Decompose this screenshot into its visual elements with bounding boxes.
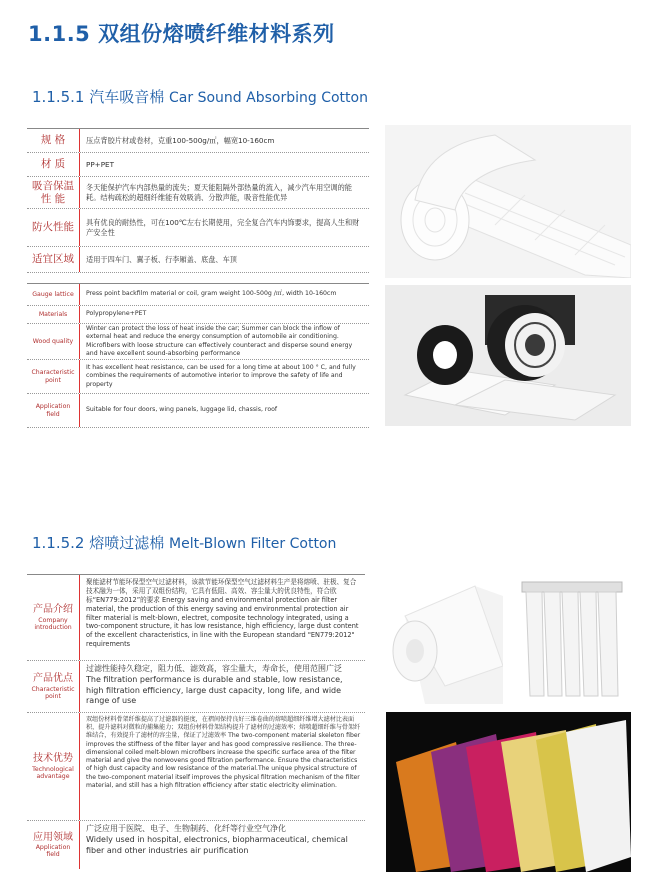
row-value-cn: 过滤性能持久稳定，阻力低、滤效高，容尘量大，寿命长，使用范围广泛 bbox=[86, 664, 342, 673]
row-value: Winter can protect the loss of heat inside the car; Summer can block the inflow of external heat and reduce the energy consumption of automobile air conditioning. Microfibers with loose structure can effectively counteract and disperse sound energy and have excellent sound-absorbing performance bbox=[86, 324, 353, 357]
section1-title bbox=[32, 86, 368, 107]
row-label-en: Characteristic point bbox=[31, 685, 75, 700]
row-label bbox=[27, 575, 80, 660]
row-value: Press point backfilm material or coil, gram weight 100-500g /㎡, width 10-160cm bbox=[86, 290, 337, 298]
table-row bbox=[27, 324, 369, 360]
row-value: 冬天能保护汽车内部热量的流失；夏天能阻隔外部热量的流入，减少汽车用空调的能耗。结构疏松的超细纤维能有效吸消、分散声能，吸音性能优异 bbox=[86, 182, 352, 202]
row-label: 适宜区域 bbox=[27, 247, 80, 272]
table-row bbox=[27, 713, 365, 821]
section2-title bbox=[32, 532, 336, 553]
row-label: Wood quality bbox=[27, 324, 80, 359]
row-label-en: Technological advantage bbox=[32, 765, 74, 780]
row-value: Suitable for four doors, wing panels, luggage lid, chassis, roof bbox=[86, 406, 278, 414]
row-label-cn: 技术优势 bbox=[33, 753, 73, 765]
row-label: Materials bbox=[27, 306, 80, 323]
row-label bbox=[27, 821, 80, 869]
section1-title-en: Car Sound Absorbing Cotton bbox=[169, 90, 368, 106]
row-value-cn: 广泛应用于医院、电子、生物制药、化纤等行业空气净化 bbox=[86, 824, 286, 833]
row-label-cn: 产品优点 bbox=[33, 673, 73, 685]
section2-title-en: Melt-Blown Filter Cotton bbox=[169, 536, 337, 552]
row-label bbox=[27, 713, 80, 820]
table-row bbox=[27, 575, 365, 661]
car-cotton-table-en bbox=[27, 283, 369, 428]
colored-filter-sheets-photo bbox=[386, 712, 631, 872]
row-value-en: Energy saving and environmental protection air filter material, the production of this energy saving and environmental protection air filter material is melt-blown, electret, composite technology integrated, using a two-component structure, it has low resistance, high efficiency, large dust content of the excellent characteristics, in line with the European standard "EN779:2012" requirements bbox=[86, 595, 359, 649]
sound-cotton-roll-photo bbox=[385, 125, 631, 278]
bag-filter-photo bbox=[512, 576, 631, 704]
row-value-cn: 双组份材料骨架纤维提高了过滤器的挺度，在褶间保持良好三维卷曲的熔喷超细纤维增大滤材比表面积，提升滤料对微粒的捕集能力；双组份材料骨架结构提升了滤材的过滤效率；熔喷超细纤维与骨架纤维结合，有效提升了滤材的容尘量，保证了过滤效率 bbox=[86, 716, 361, 740]
row-label: Application field bbox=[27, 394, 80, 427]
row-label: Gauge lattice bbox=[27, 284, 80, 305]
row-label-cn: 应用领域 bbox=[33, 831, 73, 843]
row-value: Polypropylene+PET bbox=[86, 310, 147, 318]
table-row bbox=[27, 177, 369, 209]
table-row bbox=[27, 247, 369, 273]
row-value: PP+PET bbox=[86, 159, 114, 169]
row-value: 适用于四车门、翼子板、行李厢盖、底盘、车顶 bbox=[86, 254, 237, 264]
filter-roll-photo bbox=[385, 576, 503, 704]
row-value: 压点背胶片材或卷材，克重100-500g/㎡，幅宽10-160cm bbox=[86, 135, 275, 145]
sound-cotton-rolls-black-photo bbox=[385, 285, 631, 426]
table-row bbox=[27, 209, 369, 247]
table-row bbox=[27, 661, 365, 713]
row-value-en: Widely used in hospital, electronics, biopharmaceutical, chemical fiber and other industries air purification bbox=[86, 834, 348, 855]
row-value bbox=[86, 821, 361, 869]
table-row bbox=[27, 394, 369, 428]
row-value bbox=[86, 575, 361, 660]
car-cotton-table-cn bbox=[27, 128, 369, 273]
section2-title-cn: 1.1.5.2 熔喷过滤棉 bbox=[32, 534, 165, 552]
filter-cotton-table bbox=[27, 574, 365, 869]
row-label-cn: 产品介绍 bbox=[33, 604, 73, 616]
row-value-en: The two-component material skeleton fiber improves the stiffness of the filter layer and has good compressive resilience. The three-dimensional coiled melt-blown microfibers increase the specific surface area of the filter material and give the nonwovens good filtration performance. Ensure the characteristics of high dust capacity and low resistance of the material.The unique physical structure of the two-component material itself improves the physical filtration mechanism of the filter material, and still has a high filtration efficiency after static electricity elimination. bbox=[86, 732, 361, 789]
row-value: 具有优良的耐热性，可在100℃左右长期使用，完全复合汽车内饰要求，提高人生和财产安全性 bbox=[86, 217, 360, 237]
row-label-en: Application field bbox=[35, 844, 71, 859]
page-heading: 1.1.5 双组份熔喷纤维材料系列 bbox=[28, 22, 335, 46]
table-row bbox=[27, 284, 369, 306]
row-value bbox=[86, 713, 361, 820]
row-label bbox=[27, 661, 80, 712]
table-row bbox=[27, 360, 369, 394]
row-label: 材 质 bbox=[27, 153, 80, 176]
row-label-en: Company introduction bbox=[34, 616, 72, 631]
table-row bbox=[27, 129, 369, 153]
section1-title-cn: 1.1.5.1 汽车吸音棉 bbox=[32, 88, 165, 106]
row-label: 防火性能 bbox=[27, 209, 80, 246]
row-label: 规 格 bbox=[27, 129, 80, 152]
row-value bbox=[86, 661, 361, 712]
row-label: 吸音保温 性 能 bbox=[27, 177, 80, 208]
row-value: It has excellent heat resistance, can be used for a long time at about 100 ° C, and fully combines the requirements of automotive interior to improve the safety of life and property bbox=[86, 363, 356, 388]
table-row bbox=[27, 153, 369, 177]
table-row bbox=[27, 821, 365, 869]
row-value-en: The filtration performance is durable and stable, low resistance, high filtration efficiency, large dust capacity, long life, and wide range of use bbox=[86, 674, 343, 706]
row-value-cn: 聚能滤材节能环保型空气过滤材料，该款节能环保型空气过滤材料生产是将熔喷、驻极、复合技术融为一体，采用了双组份结构，它具有低阻、高效、容尘量大的优良特性，符合欧标“EN779:2012”的要求 bbox=[86, 578, 357, 604]
row-label: Characteristic point bbox=[27, 360, 80, 393]
table-row bbox=[27, 306, 369, 324]
